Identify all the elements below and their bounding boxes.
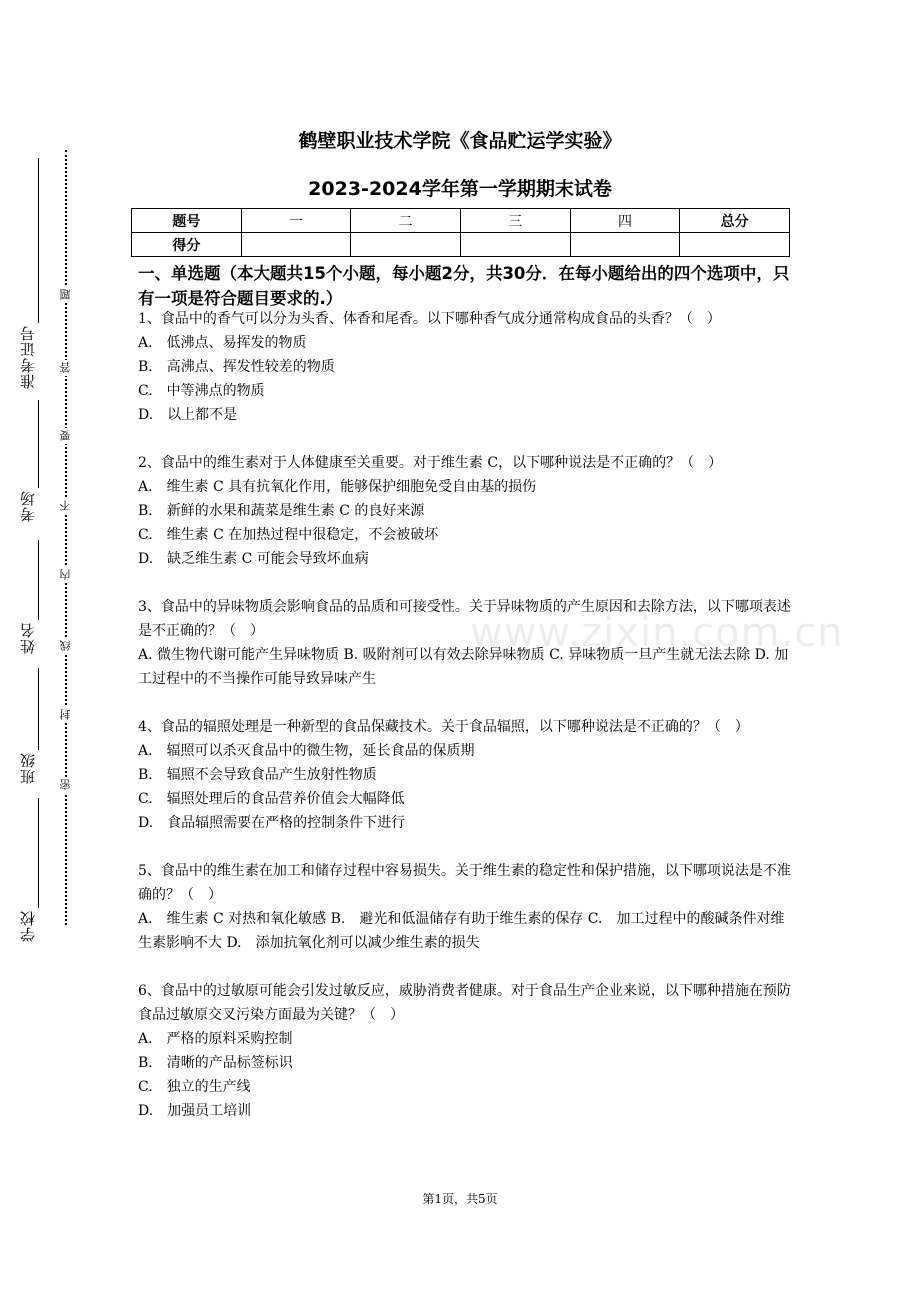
question-option: C. 中等沸点的物质: [138, 383, 265, 399]
score-cell[interactable]: [241, 233, 351, 257]
question-option: C. 辐照处理后的食品营养价值会大幅降低: [138, 791, 405, 807]
question-item: [138, 451, 793, 571]
question-option: A. 严格的原料采购控制: [138, 1031, 293, 1047]
seal-char: 内: [58, 567, 74, 583]
question-item: [138, 307, 793, 427]
exam-number-blank: [38, 158, 39, 323]
question-option: D. 以上都不是: [138, 407, 238, 423]
school-blank: [38, 798, 39, 908]
question-stem: 4、食品的辐照处理是一种新型的食品保藏技术。关于食品辐照，以下哪种说法是不正确的？（ ）: [138, 719, 749, 735]
score-table: [131, 208, 790, 257]
exam-room-label: 考场: [19, 490, 37, 522]
section-heading: 一、单选题（本大题共15个小题，每小题2分，共30分．在每小题给出的四个选项中，只有一项是符合题目要求的.）: [138, 264, 790, 308]
question-option: B. 高沸点、挥发性较差的物质: [138, 359, 335, 375]
watermark: www.zixin.com.cn: [470, 610, 844, 656]
question-option: B. 新鲜的水果和蔬菜是维生素 C 的良好来源: [138, 503, 425, 519]
score-table-header-cell: 二: [351, 209, 461, 233]
seal-char: 密: [58, 777, 74, 793]
exam-title-school-course: 鹤壁职业技术学院《食品贮运学实验》: [298, 130, 622, 152]
question-option: D. 食品辐照需要在严格的控制条件下进行: [138, 815, 406, 831]
question-option: D. 加强员工培训: [138, 1103, 252, 1119]
seal-char: 答: [58, 360, 74, 376]
score-table-header-cell: 四: [570, 209, 680, 233]
exam-number-field: [8, 325, 48, 389]
score-table-header-cell: 三: [460, 209, 570, 233]
question-option: C. 独立的生产线: [138, 1079, 251, 1095]
seal-char: 题: [58, 287, 74, 303]
question-option: A. 辐照可以杀灭食品中的微生物，延长食品的保质期: [138, 743, 475, 759]
score-cell[interactable]: [570, 233, 680, 257]
score-table-header-cell: 一: [241, 209, 351, 233]
question-list: [138, 307, 793, 1147]
score-table-score-row: [132, 233, 790, 257]
school-label: 学校: [19, 910, 37, 942]
question-options-inline: A. 微生物代谢可能产生异味物质 B. 吸附剂可以有效去除异味物质 C. 异味物质一旦产生就无法去除 D. 加工过程中的不当操作可能导致异味产生: [138, 647, 789, 687]
seal-dotted-line: [65, 150, 67, 925]
exam-room-blank: [38, 400, 39, 488]
score-row-label: 得分: [132, 233, 242, 257]
question-option: C. 维生素 C 在加热过程中很稳定，不会被破坏: [138, 527, 439, 543]
seal-char: 不: [58, 498, 74, 514]
school-field: [8, 910, 48, 942]
question-stem: 1、食品中的香气可以分为头香、体香和尾香。以下哪种香气成分通常构成食品的头香？（ ）: [138, 311, 721, 327]
question-stem: 5、食品中的维生素在加工和储存过程中容易损失。关于维生素的稳定性和保护措施，以下哪项说法是不准确的？（ ）: [138, 863, 791, 903]
exam-title-term: 2023-2024学年第一学期期末试卷: [308, 178, 612, 200]
question-option: B. 辐照不会导致食品产生放射性物质: [138, 767, 377, 783]
class-blank: [38, 668, 39, 750]
seal-char: 要: [58, 428, 74, 444]
question-item: [138, 715, 793, 835]
score-table-header-cell: 总分: [680, 209, 790, 233]
exam-number-label: 准考证号: [19, 325, 37, 389]
name-field: [8, 622, 48, 654]
score-cell[interactable]: [351, 233, 461, 257]
question-option: D. 缺乏维生素 C 可能会导致坏血病: [138, 551, 369, 567]
question-option: A. 低沸点、易挥发的物质: [138, 335, 307, 351]
question-item: [138, 859, 793, 955]
page-footer: 第1页，共5页: [422, 1192, 498, 1206]
class-label: 班级: [19, 752, 37, 784]
name-label: 姓名: [19, 622, 37, 654]
question-item: [138, 979, 793, 1123]
question-stem: 6、食品中的过敏原可能会引发过敏反应，威胁消费者健康。对于食品生产企业来说，以下哪种措施在预防食品过敏原交叉污染方面最为关键？（ ）: [138, 983, 791, 1023]
seal-char: 线: [58, 638, 74, 654]
name-blank: [38, 540, 39, 620]
score-cell[interactable]: [680, 233, 790, 257]
question-option: B. 清晰的产品标签标识: [138, 1055, 293, 1071]
score-table-header-row: [132, 209, 790, 233]
question-option: A. 维生素 C 具有抗氧化作用，能够保护细胞免受自由基的损伤: [138, 479, 537, 495]
score-cell[interactable]: [460, 233, 570, 257]
question-options-inline: A. 维生素 C 对热和氧化敏感 B. 避光和低温储存有助于维生素的保存 C. 加工过程中的酸碱条件对维生素影响不大 D. 添加抗氧化剂可以减少维生素的损失: [138, 911, 785, 951]
exam-room-field: [8, 490, 48, 522]
class-field: [8, 752, 48, 784]
seal-char: 封: [58, 707, 74, 723]
question-stem: 2、食品中的维生素对于人体健康至关重要。对于维生素 C，以下哪种说法是不正确的？（ ）: [138, 455, 723, 471]
score-table-header-cell: 题号: [132, 209, 242, 233]
question-stem: 3、食品中的异味物质会影响食品的品质和可接受性。关于异味物质的产生原因和去除方法，以下哪项表述是不正确的？（ ）: [138, 599, 791, 639]
